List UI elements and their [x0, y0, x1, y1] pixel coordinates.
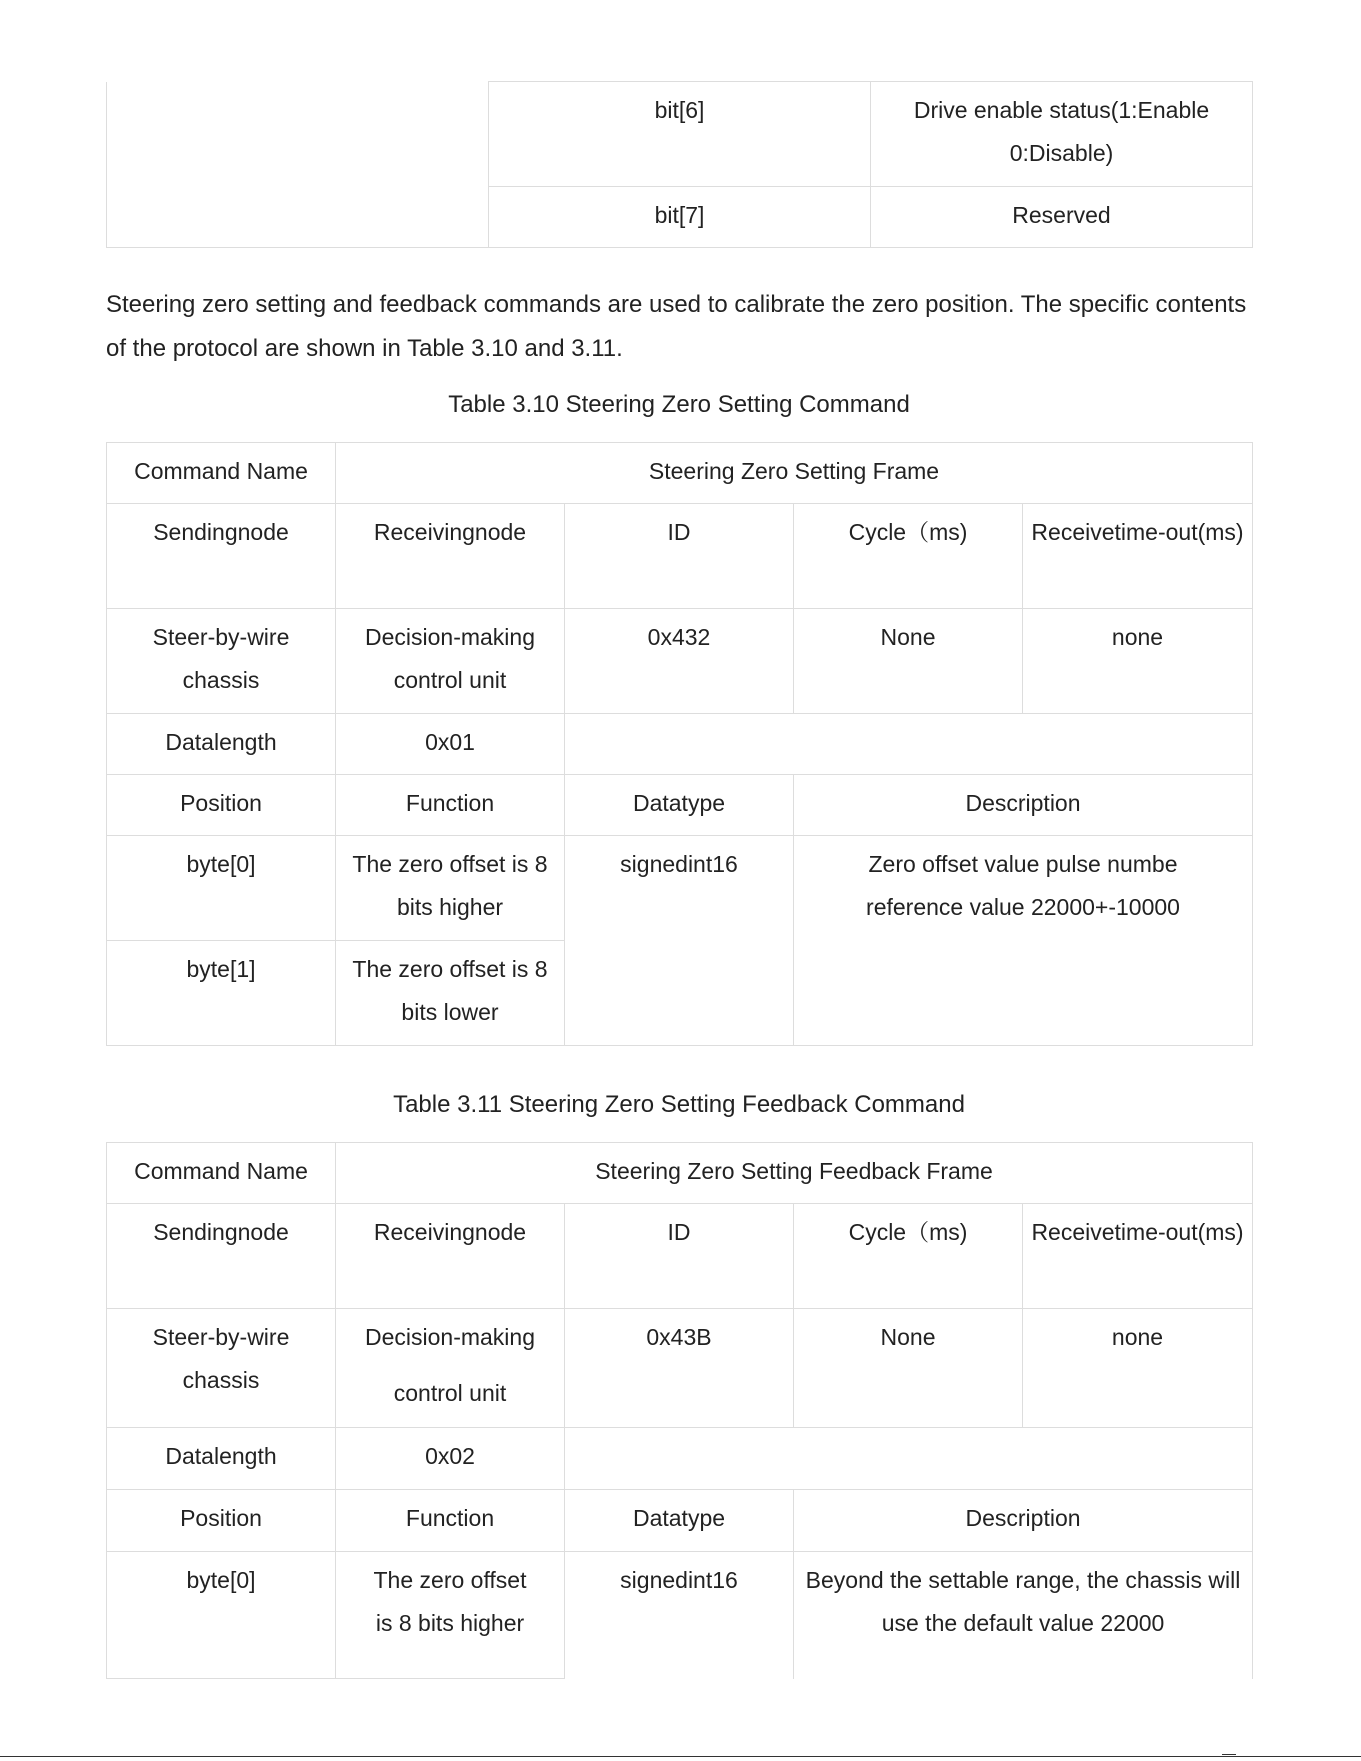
field-header-cell: Function: [336, 775, 565, 836]
datalength-value: 0x01: [336, 714, 565, 775]
header-cell: Cycle（ms): [794, 1204, 1023, 1309]
table-310-caption: Table 3.10 Steering Zero Setting Command: [448, 391, 910, 418]
position-cell: byte[0]: [107, 836, 336, 941]
empty-cell: [565, 714, 1253, 775]
position-cell: byte[0]: [107, 1552, 336, 1679]
table-row: [107, 836, 1253, 941]
description-cell: Beyond the settable range, the chassis will use the default value 22000: [794, 1552, 1253, 1679]
value-cell: Decision-making control unit: [336, 1309, 565, 1428]
empty-cell: [107, 82, 489, 248]
datalength-label: Datalength: [107, 714, 336, 775]
header-cell: Receivingnode: [336, 504, 565, 609]
field-header-cell: Position: [107, 1490, 336, 1552]
steering-zero-setting-table: [106, 442, 1253, 1046]
field-header-cell: Datatype: [565, 775, 794, 836]
bit-cell: bit[6]: [489, 82, 871, 187]
table-row: [107, 1428, 1253, 1490]
value-cell: Decision-making control unit: [336, 609, 565, 714]
header-cell: Receivetime-out(ms): [1023, 1204, 1253, 1309]
datalength-label: Datalength: [107, 1428, 336, 1490]
field-header-cell: Datatype: [565, 1490, 794, 1552]
value-cell: none: [1023, 1309, 1253, 1428]
intro-paragraph: Steering zero setting and feedback commands are used to calibrate the zero position. The specific contents of the protocol are shown in Table 3.10 and 3.11.: [106, 291, 1247, 362]
status-bits-table-continued: [106, 81, 1253, 248]
bit-meaning-cell: Reserved: [871, 187, 1253, 248]
table-row: [107, 775, 1253, 836]
bit-cell: bit[7]: [489, 187, 871, 248]
field-header-cell: Description: [794, 1490, 1253, 1552]
table-row: [107, 443, 1253, 504]
field-header-cell: Description: [794, 775, 1253, 836]
table-row: [107, 1204, 1253, 1309]
page-bottom-rule: [0, 1756, 1361, 1757]
datatype-cell: signedint16: [565, 1552, 794, 1679]
header-cell: Receivingnode: [336, 1204, 565, 1309]
bit-meaning-cell: Drive enable status(1:Enable 0:Disable): [871, 82, 1253, 187]
field-header-cell: Position: [107, 775, 336, 836]
field-header-cell: Function: [336, 1490, 565, 1552]
table-row: [107, 82, 1253, 187]
value-cell: None: [794, 1309, 1023, 1428]
value-cell: Steer-by-wire chassis: [107, 609, 336, 714]
table-row: [107, 1309, 1253, 1428]
steering-zero-feedback-table: [106, 1142, 1253, 1679]
datatype-cell: signedint16: [565, 836, 794, 1046]
page-bottom-rule-tick: [1222, 1754, 1236, 1755]
function-cell: The zero offset is 8 bits higher: [336, 836, 565, 941]
command-name-label: Command Name: [107, 443, 336, 504]
command-name-value: Steering Zero Setting Frame: [336, 443, 1253, 504]
header-cell: Sendingnode: [107, 1204, 336, 1309]
datalength-value: 0x02: [336, 1428, 565, 1490]
command-name-label: Command Name: [107, 1143, 336, 1204]
value-cell: none: [1023, 609, 1253, 714]
function-cell: The zero offset is 8 bits higher: [336, 1552, 565, 1679]
description-cell: Zero offset value pulse numbe reference value 22000+-10000: [794, 836, 1253, 1046]
table-row: [107, 1490, 1253, 1552]
position-cell: byte[1]: [107, 941, 336, 1046]
function-cell: The zero offset is 8 bits lower: [336, 941, 565, 1046]
value-cell: None: [794, 609, 1023, 714]
table-row: [107, 504, 1253, 609]
table-row: [107, 714, 1253, 775]
table-row: [107, 609, 1253, 714]
table-row: [107, 1552, 1253, 1679]
table-311-caption: Table 3.11 Steering Zero Setting Feedback Command: [393, 1091, 965, 1118]
header-cell: ID: [565, 1204, 794, 1309]
value-cell: 0x43B: [565, 1309, 794, 1428]
header-cell: Receivetime-out(ms): [1023, 504, 1253, 609]
header-cell: Cycle（ms): [794, 504, 1023, 609]
empty-cell: [565, 1428, 1253, 1490]
table-row: [107, 1143, 1253, 1204]
command-name-value: Steering Zero Setting Feedback Frame: [336, 1143, 1253, 1204]
header-cell: ID: [565, 504, 794, 609]
value-cell: Steer-by-wire chassis: [107, 1309, 336, 1428]
header-cell: Sendingnode: [107, 504, 336, 609]
value-cell: 0x432: [565, 609, 794, 714]
